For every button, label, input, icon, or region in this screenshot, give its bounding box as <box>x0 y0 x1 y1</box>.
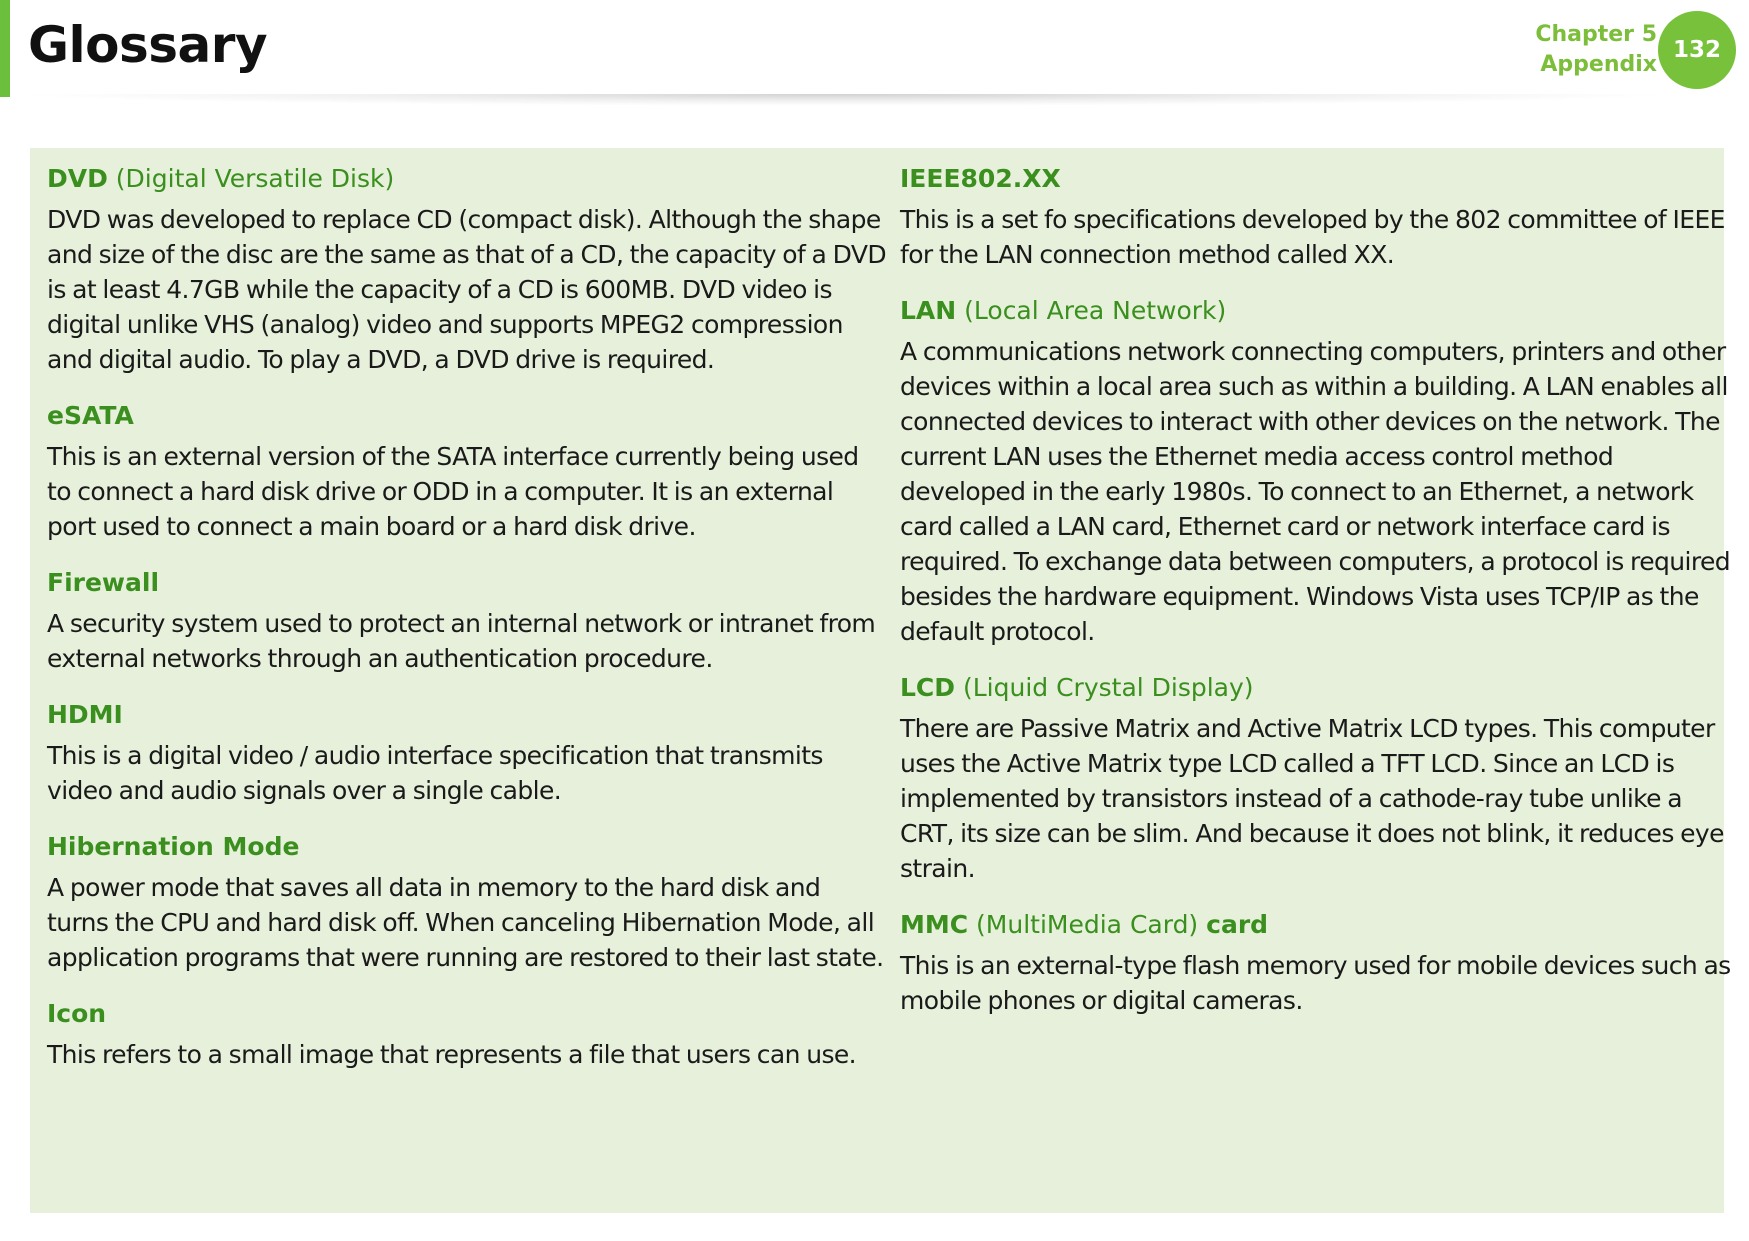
glossary-term <box>47 399 887 433</box>
term-name: Hibernation Mode <box>47 832 300 861</box>
term-suffix: card <box>1206 910 1269 939</box>
glossary-entry-esata <box>47 399 887 544</box>
glossary-entry-lcd <box>900 671 1740 886</box>
chapter-number: Chapter 5 <box>1535 22 1657 47</box>
glossary-definition: A security system used to protect an internal network or intranet from external networks through an authentication procedure. <box>47 609 876 673</box>
glossary-entry-firewall <box>47 566 887 676</box>
glossary-term <box>900 908 1740 942</box>
glossary-entry-hibernation-mode <box>47 830 887 975</box>
term-name: Icon <box>47 999 107 1028</box>
glossary-definition: This is a set fo specifications developed by the 802 committee of IEEE for the LAN connection method called XX. <box>900 205 1725 269</box>
right-column <box>900 162 1740 1040</box>
term-name: HDMI <box>47 700 123 729</box>
glossary-entry-icon <box>47 997 887 1072</box>
glossary-definition: There are Passive Matrix and Active Matrix LCD types. This computer uses the Active Matrix type LCD called a TFT LCD. Since an LCD is implemented by transistors instead of a cathode-ray tube unlike a CRT, its size can be slim. And because it does not blink, it reduces eye strain. <box>900 714 1724 883</box>
glossary-definition: This is an external version of the SATA interface currently being used to connect a hard disk drive or ODD in a computer. It is an external port used to connect a main board or a hard disk drive. <box>47 442 859 541</box>
glossary-definition: This is an external-type flash memory used for mobile devices such as mobile phones or digital cameras. <box>900 951 1731 1015</box>
glossary-term <box>900 671 1740 705</box>
glossary-entry-dvd <box>47 162 887 377</box>
glossary-entry-mmc <box>900 908 1740 1018</box>
chapter-label <box>1535 20 1657 80</box>
glossary-term <box>900 162 1740 196</box>
glossary-definition: A power mode that saves all data in memory to the hard disk and turns the CPU and hard disk off. When canceling Hibernation Mode, all application programs that were running are restored to their last state. <box>47 873 884 972</box>
term-name: Firewall <box>47 568 160 597</box>
term-expansion: (MultiMedia Card) <box>968 910 1207 939</box>
term-name: MMC <box>900 910 969 939</box>
header-accent-bar <box>0 0 10 97</box>
term-name: eSATA <box>47 401 134 430</box>
term-name: LCD <box>900 673 956 702</box>
page-title: Glossary <box>28 16 268 74</box>
glossary-term <box>47 830 887 864</box>
glossary-entry-hdmi <box>47 698 887 808</box>
page-number-badge: 132 <box>1658 11 1736 89</box>
term-name: LAN <box>900 296 957 325</box>
glossary-term <box>47 566 887 600</box>
term-expansion: (Liquid Crystal Display) <box>955 673 1254 702</box>
header-divider-shadow <box>10 94 1679 106</box>
glossary-term <box>47 162 887 196</box>
term-expansion: (Digital Versatile Disk) <box>107 164 395 193</box>
glossary-panel <box>30 148 1731 1213</box>
glossary-term <box>47 997 887 1031</box>
glossary-term <box>47 698 887 732</box>
glossary-entry-ieee802 <box>900 162 1740 272</box>
glossary-entry-lan <box>900 294 1740 649</box>
glossary-definition: DVD was developed to replace CD (compact disk). Although the shape and size of the disc are the same as that of a CD, the capacity of a DVD is at least 4.7GB while the capacity of a CD is 600MB. DVD video is digital unlike VHS (analog) video and supports MPEG2 compression and digital audio. To play a DVD, a DVD drive is required. <box>47 205 886 374</box>
term-name: IEEE802.XX <box>900 164 1061 193</box>
left-column <box>47 162 887 1094</box>
glossary-definition: This is a digital video / audio interface specification that transmits video and audio signals over a single cable. <box>47 741 823 805</box>
glossary-definition: A communications network connecting computers, printers and other devices within a local area such as within a building. A LAN enables all connected devices to interact with other devices on the network. The current LAN uses the Ethernet media access control method developed in the early 1980s. To connect to an Ethernet, a network card called a LAN card, Ethernet card or network interface card is required. To exchange data between computers, a protocol is required besides the hardware equipment. Windows Vista uses TCP/IP as the default protocol. <box>900 337 1731 646</box>
chapter-name: Appendix <box>1540 52 1657 77</box>
term-expansion: (Local Area Network) <box>956 296 1227 325</box>
glossary-definition: This refers to a small image that represents a file that users can use. <box>47 1040 857 1069</box>
glossary-term <box>900 294 1740 328</box>
term-name: DVD <box>47 164 108 193</box>
